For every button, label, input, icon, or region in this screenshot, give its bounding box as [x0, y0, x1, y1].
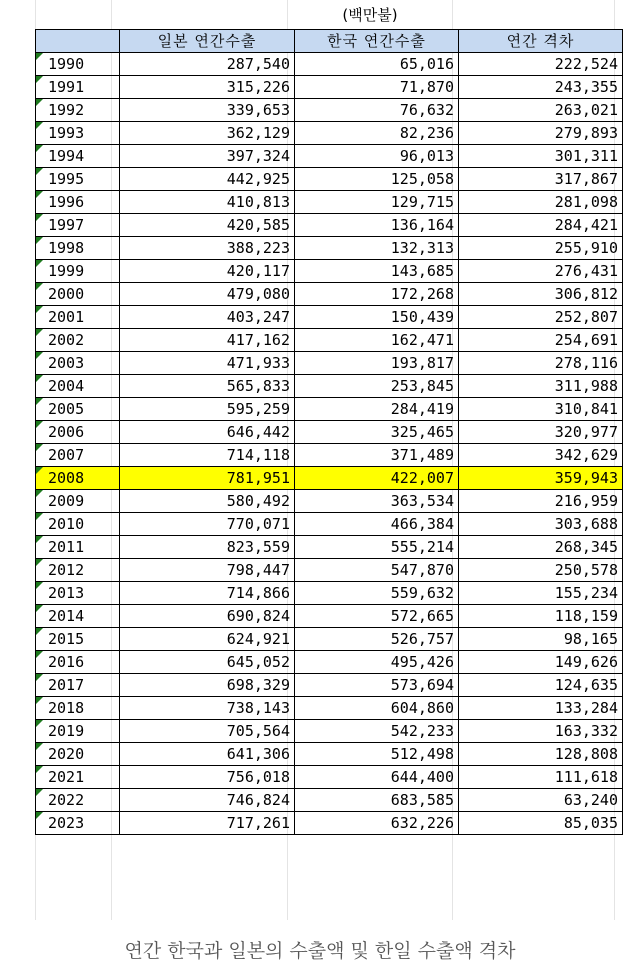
japan-exports-cell[interactable]: 641,306 — [120, 743, 295, 766]
year-label: 1996 — [48, 193, 85, 211]
year-cell[interactable] — [36, 628, 120, 651]
korea-exports-cell[interactable]: 132,313 — [295, 237, 459, 260]
cell-marker-icon — [36, 467, 43, 474]
table-row — [36, 582, 623, 605]
japan-exports-cell[interactable]: 798,447 — [120, 559, 295, 582]
table-body — [36, 53, 623, 835]
table-row — [36, 467, 623, 490]
year-label: 1991 — [48, 78, 85, 96]
korea-exports-cell[interactable]: 363,534 — [295, 490, 459, 513]
year-label: 2010 — [48, 515, 85, 533]
table-row — [36, 513, 623, 536]
cell-marker-icon — [36, 559, 43, 566]
year-cell[interactable] — [36, 766, 120, 789]
year-label: 1993 — [48, 124, 85, 142]
year-label: 2002 — [48, 331, 85, 349]
japan-exports-cell[interactable]: 738,143 — [120, 697, 295, 720]
gap-cell[interactable]: 98,165 — [459, 628, 623, 651]
year-cell[interactable] — [36, 582, 120, 605]
korea-exports-cell[interactable]: 526,757 — [295, 628, 459, 651]
japan-exports-cell[interactable]: 595,259 — [120, 398, 295, 421]
year-label: 2014 — [48, 607, 85, 625]
cell-marker-icon — [36, 53, 43, 60]
gap-cell[interactable]: 63,240 — [459, 789, 623, 812]
korea-exports-cell[interactable]: 284,419 — [295, 398, 459, 421]
japan-exports-cell[interactable]: 479,080 — [120, 283, 295, 306]
cell-marker-icon — [36, 697, 43, 704]
year-label: 2019 — [48, 722, 85, 740]
gap-cell[interactable]: 311,988 — [459, 375, 623, 398]
korea-exports-cell[interactable]: 512,498 — [295, 743, 459, 766]
year-label: 1992 — [48, 101, 85, 119]
table-row — [36, 421, 623, 444]
table-row — [36, 720, 623, 743]
gap-cell[interactable]: 342,629 — [459, 444, 623, 467]
gap-cell[interactable]: 118,159 — [459, 605, 623, 628]
table-row — [36, 283, 623, 306]
cell-marker-icon — [36, 352, 43, 359]
gap-cell[interactable]: 252,807 — [459, 306, 623, 329]
gap-cell[interactable]: 281,098 — [459, 191, 623, 214]
cell-marker-icon — [36, 582, 43, 589]
year-cell[interactable] — [36, 260, 120, 283]
cell-marker-icon — [36, 628, 43, 635]
korea-exports-cell[interactable]: 150,439 — [295, 306, 459, 329]
table-row — [36, 329, 623, 352]
year-label: 1999 — [48, 262, 85, 280]
japan-exports-cell[interactable]: 690,824 — [120, 605, 295, 628]
year-cell[interactable] — [36, 513, 120, 536]
table-row — [36, 766, 623, 789]
year-label: 1998 — [48, 239, 85, 257]
korea-exports-cell[interactable]: 559,632 — [295, 582, 459, 605]
gap-cell[interactable]: 255,910 — [459, 237, 623, 260]
year-label: 2018 — [48, 699, 85, 717]
cell-marker-icon — [36, 743, 43, 750]
year-cell[interactable] — [36, 490, 120, 513]
gap-cell[interactable]: 243,355 — [459, 76, 623, 99]
year-cell[interactable] — [36, 398, 120, 421]
cell-marker-icon — [36, 651, 43, 658]
korea-exports-cell[interactable]: 193,817 — [295, 352, 459, 375]
table-row — [36, 444, 623, 467]
gap-cell[interactable]: 279,893 — [459, 122, 623, 145]
year-cell[interactable] — [36, 421, 120, 444]
table-row — [36, 490, 623, 513]
gap-cell[interactable]: 268,345 — [459, 536, 623, 559]
table-row — [36, 352, 623, 375]
gap-cell[interactable]: 149,626 — [459, 651, 623, 674]
japan-exports-cell[interactable]: 420,117 — [120, 260, 295, 283]
year-cell[interactable] — [36, 237, 120, 260]
gap-cell[interactable]: 263,021 — [459, 99, 623, 122]
year-label: 2017 — [48, 676, 85, 694]
cell-marker-icon — [36, 812, 43, 819]
header-annual-gap[interactable]: 연간 격차 — [459, 30, 623, 53]
cell-marker-icon — [36, 490, 43, 497]
japan-exports-cell[interactable]: 714,866 — [120, 582, 295, 605]
year-cell[interactable] — [36, 444, 120, 467]
table-row — [36, 743, 623, 766]
year-cell[interactable] — [36, 306, 120, 329]
korea-exports-cell[interactable]: 604,860 — [295, 697, 459, 720]
gap-cell[interactable]: 216,959 — [459, 490, 623, 513]
korea-exports-cell[interactable]: 76,632 — [295, 99, 459, 122]
korea-exports-cell[interactable]: 466,384 — [295, 513, 459, 536]
cell-marker-icon — [36, 260, 43, 267]
gap-cell[interactable]: 155,234 — [459, 582, 623, 605]
cell-marker-icon — [36, 168, 43, 175]
gap-cell[interactable]: 85,035 — [459, 812, 623, 835]
year-cell[interactable] — [36, 467, 120, 490]
year-label: 2016 — [48, 653, 85, 671]
japan-exports-cell[interactable]: 717,261 — [120, 812, 295, 835]
header-row — [36, 30, 623, 53]
korea-exports-cell[interactable]: 644,400 — [295, 766, 459, 789]
korea-exports-cell[interactable]: 136,164 — [295, 214, 459, 237]
cell-marker-icon — [36, 605, 43, 612]
cell-marker-icon — [36, 191, 43, 198]
cell-marker-icon — [36, 122, 43, 129]
gap-cell[interactable]: 163,332 — [459, 720, 623, 743]
table-row — [36, 674, 623, 697]
korea-exports-cell[interactable]: 96,013 — [295, 145, 459, 168]
japan-exports-cell[interactable]: 417,162 — [120, 329, 295, 352]
korea-exports-cell[interactable]: 82,236 — [295, 122, 459, 145]
japan-exports-cell[interactable]: 362,129 — [120, 122, 295, 145]
korea-exports-cell[interactable]: 325,465 — [295, 421, 459, 444]
korea-exports-cell[interactable]: 143,685 — [295, 260, 459, 283]
table-row — [36, 76, 623, 99]
cell-marker-icon — [36, 536, 43, 543]
cell-marker-icon — [36, 329, 43, 336]
year-cell[interactable] — [36, 168, 120, 191]
japan-exports-cell[interactable]: 646,442 — [120, 421, 295, 444]
year-label: 2012 — [48, 561, 85, 579]
cell-marker-icon — [36, 76, 43, 83]
japan-exports-cell[interactable]: 403,247 — [120, 306, 295, 329]
year-label: 2011 — [48, 538, 85, 556]
table-row — [36, 53, 623, 76]
year-cell[interactable] — [36, 536, 120, 559]
table-row — [36, 697, 623, 720]
japan-exports-cell[interactable]: 645,052 — [120, 651, 295, 674]
year-label: 2007 — [48, 446, 85, 464]
year-cell[interactable] — [36, 122, 120, 145]
cell-marker-icon — [36, 766, 43, 773]
korea-exports-cell[interactable]: 422,007 — [295, 467, 459, 490]
year-cell[interactable] — [36, 76, 120, 99]
year-cell[interactable] — [36, 743, 120, 766]
year-cell[interactable] — [36, 214, 120, 237]
year-cell[interactable] — [36, 99, 120, 122]
year-label: 2009 — [48, 492, 85, 510]
cell-marker-icon — [36, 306, 43, 313]
cell-marker-icon — [36, 421, 43, 428]
year-label: 1990 — [48, 55, 85, 73]
table-row — [36, 168, 623, 191]
table-row — [36, 789, 623, 812]
japan-exports-cell[interactable]: 442,925 — [120, 168, 295, 191]
figure-caption: 연간 한국과 일본의 수출액 및 한일 수출액 격차 — [124, 940, 516, 962]
table-row — [36, 559, 623, 582]
year-label: 2015 — [48, 630, 85, 648]
gap-cell[interactable]: 303,688 — [459, 513, 623, 536]
japan-exports-cell[interactable]: 315,226 — [120, 76, 295, 99]
korea-exports-cell[interactable]: 573,694 — [295, 674, 459, 697]
korea-exports-cell[interactable]: 632,226 — [295, 812, 459, 835]
japan-exports-cell[interactable]: 565,833 — [120, 375, 295, 398]
gap-cell[interactable]: 278,116 — [459, 352, 623, 375]
japan-exports-cell[interactable]: 781,951 — [120, 467, 295, 490]
korea-exports-cell[interactable]: 172,268 — [295, 283, 459, 306]
table-row — [36, 99, 623, 122]
table-row — [36, 145, 623, 168]
table-row — [36, 237, 623, 260]
korea-exports-cell[interactable]: 125,058 — [295, 168, 459, 191]
korea-exports-cell[interactable]: 371,489 — [295, 444, 459, 467]
header-corner-cell[interactable] — [36, 30, 120, 53]
cell-marker-icon — [36, 145, 43, 152]
year-cell[interactable] — [36, 283, 120, 306]
cell-marker-icon — [36, 720, 43, 727]
table-row — [36, 605, 623, 628]
cell-marker-icon — [36, 674, 43, 681]
cell-marker-icon — [36, 237, 43, 244]
gap-cell[interactable]: 250,578 — [459, 559, 623, 582]
gap-cell[interactable]: 320,977 — [459, 421, 623, 444]
unit-label: (백만불) — [342, 6, 398, 24]
gap-cell[interactable]: 128,808 — [459, 743, 623, 766]
year-cell[interactable] — [36, 720, 120, 743]
table-row — [36, 375, 623, 398]
year-label: 2021 — [48, 768, 85, 786]
year-label: 2020 — [48, 745, 85, 763]
korea-exports-cell[interactable]: 71,870 — [295, 76, 459, 99]
year-label: 2003 — [48, 354, 85, 372]
table-row — [36, 214, 623, 237]
cell-marker-icon — [36, 375, 43, 382]
year-cell[interactable] — [36, 559, 120, 582]
year-cell[interactable] — [36, 145, 120, 168]
year-cell[interactable] — [36, 697, 120, 720]
gap-cell[interactable]: 310,841 — [459, 398, 623, 421]
korea-exports-cell[interactable]: 495,426 — [295, 651, 459, 674]
japan-exports-cell[interactable]: 410,813 — [120, 191, 295, 214]
japan-exports-cell[interactable]: 580,492 — [120, 490, 295, 513]
japan-exports-cell[interactable]: 698,329 — [120, 674, 295, 697]
gap-cell[interactable]: 133,284 — [459, 697, 623, 720]
gap-cell[interactable]: 317,867 — [459, 168, 623, 191]
year-cell[interactable] — [36, 375, 120, 398]
korea-exports-cell[interactable]: 129,715 — [295, 191, 459, 214]
cell-marker-icon — [36, 789, 43, 796]
year-cell[interactable] — [36, 674, 120, 697]
export-table — [35, 29, 623, 835]
japan-exports-cell[interactable]: 287,540 — [120, 53, 295, 76]
year-label: 2013 — [48, 584, 85, 602]
table-row — [36, 306, 623, 329]
cell-marker-icon — [36, 214, 43, 221]
year-label: 2000 — [48, 285, 85, 303]
table-row — [36, 812, 623, 835]
year-cell[interactable] — [36, 191, 120, 214]
japan-exports-cell[interactable]: 388,223 — [120, 237, 295, 260]
year-label: 1994 — [48, 147, 85, 165]
gap-cell[interactable]: 276,431 — [459, 260, 623, 283]
year-cell[interactable] — [36, 812, 120, 835]
table-row — [36, 536, 623, 559]
year-label: 2022 — [48, 791, 85, 809]
year-label: 2023 — [48, 814, 85, 832]
japan-exports-cell[interactable]: 420,585 — [120, 214, 295, 237]
japan-exports-cell[interactable]: 714,118 — [120, 444, 295, 467]
header-japan-exports[interactable]: 일본 연간수출 — [120, 30, 295, 53]
year-label: 2005 — [48, 400, 85, 418]
table-row — [36, 191, 623, 214]
japan-exports-cell[interactable]: 624,921 — [120, 628, 295, 651]
cell-marker-icon — [36, 398, 43, 405]
korea-exports-cell[interactable]: 253,845 — [295, 375, 459, 398]
gap-cell[interactable]: 301,311 — [459, 145, 623, 168]
year-cell[interactable] — [36, 789, 120, 812]
gap-cell[interactable]: 111,618 — [459, 766, 623, 789]
gap-cell[interactable]: 222,524 — [459, 53, 623, 76]
year-label: 2008 — [48, 469, 85, 487]
japan-exports-cell[interactable]: 397,324 — [120, 145, 295, 168]
japan-exports-cell[interactable]: 746,824 — [120, 789, 295, 812]
cell-marker-icon — [36, 513, 43, 520]
gap-cell[interactable]: 284,421 — [459, 214, 623, 237]
japan-exports-cell[interactable]: 339,653 — [120, 99, 295, 122]
year-label: 1997 — [48, 216, 85, 234]
japan-exports-cell[interactable]: 823,559 — [120, 536, 295, 559]
year-cell[interactable] — [36, 329, 120, 352]
cell-marker-icon — [36, 444, 43, 451]
korea-exports-cell[interactable]: 555,214 — [295, 536, 459, 559]
year-label: 2001 — [48, 308, 85, 326]
gap-cell[interactable]: 359,943 — [459, 467, 623, 490]
table-row — [36, 628, 623, 651]
korea-exports-cell[interactable]: 683,585 — [295, 789, 459, 812]
year-label: 1995 — [48, 170, 85, 188]
header-korea-exports[interactable]: 한국 연간수출 — [295, 30, 459, 53]
korea-exports-cell[interactable]: 162,471 — [295, 329, 459, 352]
year-cell[interactable] — [36, 605, 120, 628]
gap-cell[interactable]: 306,812 — [459, 283, 623, 306]
japan-exports-cell[interactable]: 770,071 — [120, 513, 295, 536]
gap-cell[interactable]: 124,635 — [459, 674, 623, 697]
year-cell[interactable] — [36, 352, 120, 375]
korea-exports-cell[interactable]: 572,665 — [295, 605, 459, 628]
year-label: 2006 — [48, 423, 85, 441]
gap-cell[interactable]: 254,691 — [459, 329, 623, 352]
table-row — [36, 122, 623, 145]
japan-exports-cell[interactable]: 705,564 — [120, 720, 295, 743]
korea-exports-cell[interactable]: 547,870 — [295, 559, 459, 582]
korea-exports-cell[interactable]: 542,233 — [295, 720, 459, 743]
japan-exports-cell[interactable]: 756,018 — [120, 766, 295, 789]
cell-marker-icon — [36, 283, 43, 290]
table-row — [36, 260, 623, 283]
japan-exports-cell[interactable]: 471,933 — [120, 352, 295, 375]
year-cell[interactable] — [36, 53, 120, 76]
cell-marker-icon — [36, 99, 43, 106]
table-row — [36, 651, 623, 674]
table-row — [36, 398, 623, 421]
korea-exports-cell[interactable]: 65,016 — [295, 53, 459, 76]
year-label: 2004 — [48, 377, 85, 395]
year-cell[interactable] — [36, 651, 120, 674]
